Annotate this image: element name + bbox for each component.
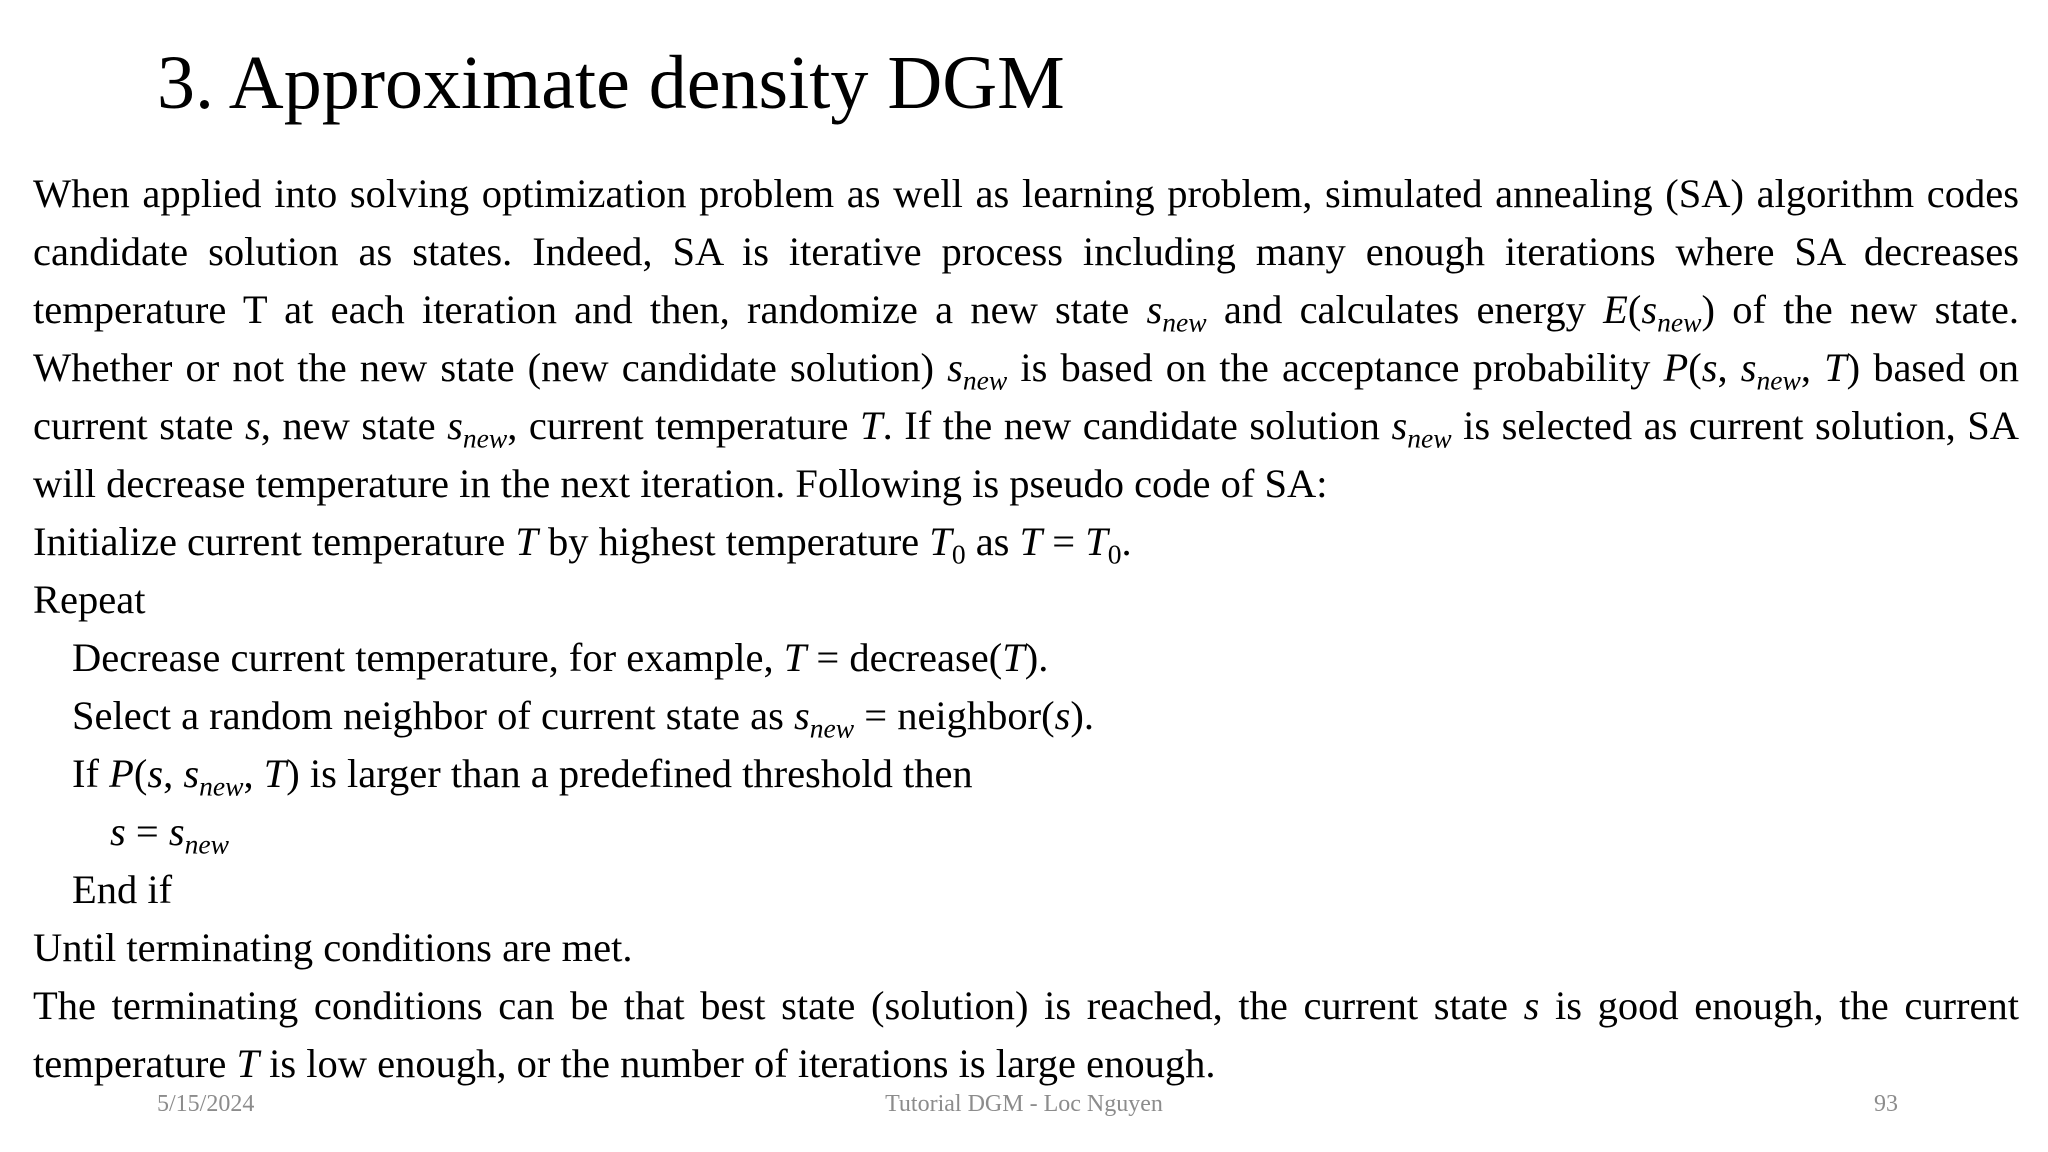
slide-title: 3. Approximate density DGM [157,41,1065,125]
pseudo-endif: End if [72,867,173,912]
slide-body [33,165,2019,1093]
terminating-paragraph: The terminating conditions can be that best state (solution) is reached, the current state s is good enough, the current temperature T is low enough, or the number of iterations is large enough. [33,983,2019,1086]
pseudo-select: Select a random neighbor of current state as $s_{new}$ = neighbor(s). [72,693,1095,744]
pseudo-assign: $s = s_{new}$ [110,809,229,860]
pseudo-repeat: Repeat [33,577,146,622]
pseudo-decrease: Decrease current temperature, for example, T = decrease(T). [72,635,1049,680]
footer-date: 5/15/2024 [157,1091,255,1117]
footer-title: Tutorial DGM - Loc Nguyen [885,1091,1163,1117]
pseudo-init: Initialize current temperature T by highest temperature $T_0$ as $T = T_0$. [33,519,1132,570]
pseudo-until: Until terminating conditions are met. [33,925,633,970]
page-number: 93 [1874,1091,1898,1117]
intro-paragraph: When applied into solving optimization problem as well as learning problem, simulated annealing (SA) algorithm codes candidate solution as states. Indeed, SA is iterative process including many enough iterations where SA decreases temperature T at each iteration and then, randomize a new state $s_{new}$ and calculates energy $E(s_{new})$ of the new state. Whether or not the new state (new candidate solution) $s_{new}$ is based on the acceptance probability P(s, $s_{new}$, T) based on current state s, new state $s_{new}$, current temperature T. If the new candidate solution $s_{new}$ is selected as current solution, SA will decrease temperature in the next iteration. Following is pseudo code of SA: [33,171,2020,506]
pseudo-if: If P(s, $s_{new}$, T) is larger than a predefined threshold then [72,751,973,802]
